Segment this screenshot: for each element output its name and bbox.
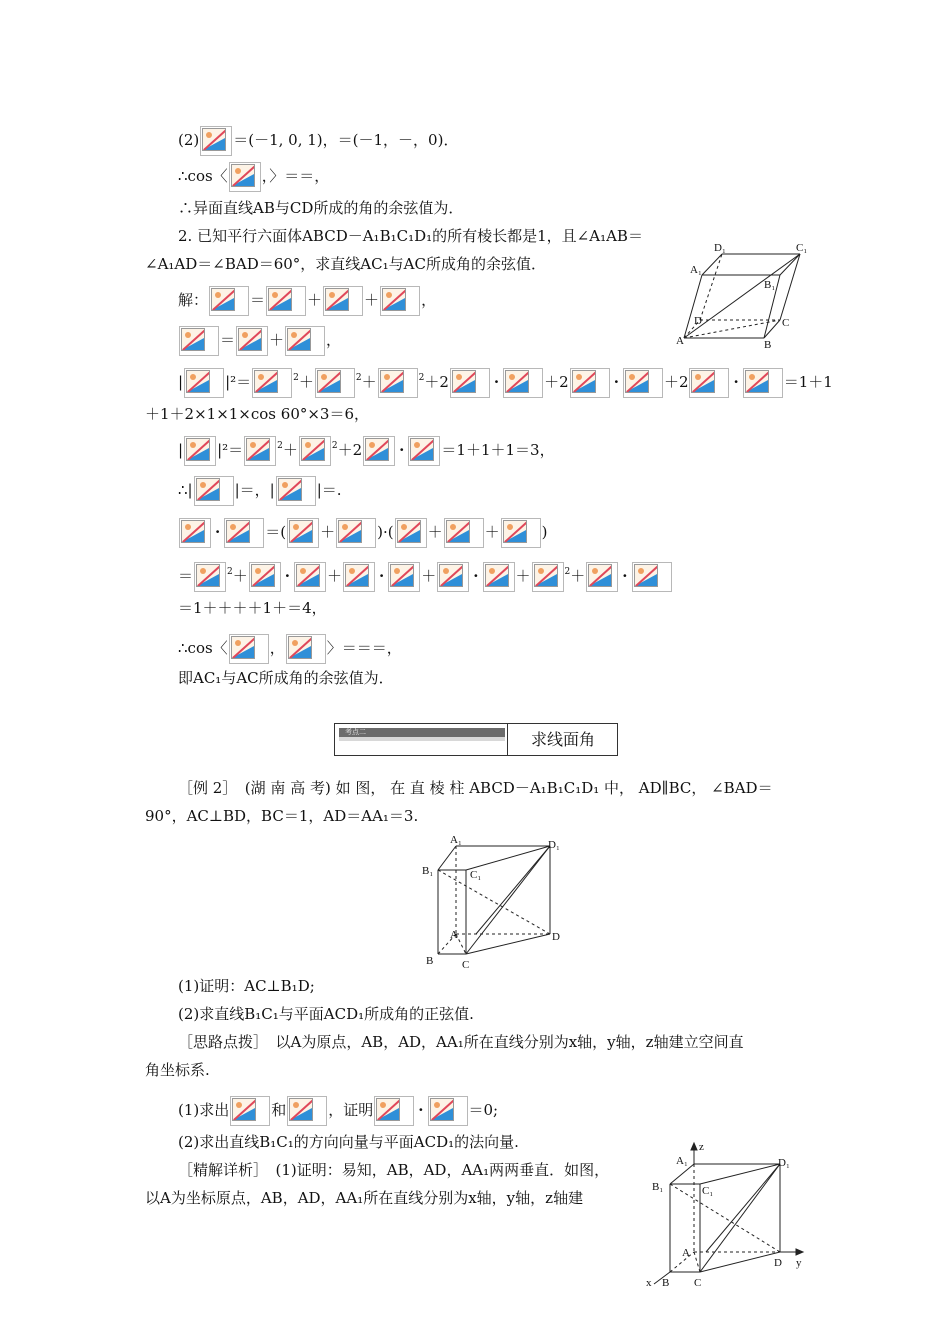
- figure-label: D₁: [714, 242, 726, 254]
- figure-prism-axes: [644, 1140, 814, 1290]
- text: |＝，|: [234, 481, 275, 499]
- section-tag: 考点二: [339, 728, 505, 737]
- formula-image-placeholder: [532, 562, 564, 592]
- example-line-2: 90°，AC⊥BD，BC＝1，AD＝AA₁＝3.: [145, 807, 419, 825]
- text: |＝.: [316, 481, 342, 499]
- figure-label: C₁: [796, 242, 808, 254]
- line-12: · ＝( ＋ )·( ＋ ＋ ): [178, 518, 547, 548]
- formula-image-placeholder: [179, 518, 211, 548]
- formula-image-placeholder: [299, 436, 331, 466]
- figure-label: B₁: [652, 1181, 664, 1193]
- formula-image-placeholder: [249, 562, 281, 592]
- formula-image-placeholder: [408, 436, 440, 466]
- formula-image-placeholder: [363, 436, 395, 466]
- formula-image-placeholder: [200, 126, 232, 156]
- figure-label: B: [764, 339, 772, 351]
- text: ，: [421, 291, 437, 309]
- figure-label: A₁: [690, 264, 702, 276]
- section-tag-bar: [339, 737, 505, 741]
- section-divider: [507, 724, 508, 755]
- figure-label: B: [662, 1277, 670, 1289]
- figure-label: C: [782, 317, 790, 329]
- text: (2): [178, 131, 200, 149]
- formula-image-placeholder: [380, 286, 420, 316]
- formula-image-placeholder: [632, 562, 672, 592]
- formula-image-placeholder: [224, 518, 264, 548]
- figure-label: B₁: [764, 279, 776, 291]
- formula-image-placeholder: [570, 368, 610, 398]
- figure-label: D: [774, 1257, 782, 1269]
- text: |: [178, 441, 184, 459]
- text: 解：: [178, 291, 209, 309]
- axis-label-x: x: [646, 1277, 652, 1289]
- text: ∴cos〈: [178, 167, 228, 185]
- formula-image-placeholder: [586, 562, 618, 592]
- formula-image-placeholder: [236, 326, 268, 356]
- figure-label: C₁: [702, 1185, 714, 1197]
- formula-image-placeholder: [287, 1096, 327, 1126]
- formula-image-placeholder: [428, 1096, 468, 1126]
- text: ＝1＋1: [783, 373, 833, 391]
- formula-image-placeholder: [184, 436, 216, 466]
- line-6: 解： ＝ ＋ ＋ ，: [178, 286, 436, 316]
- text: |²＝: [217, 441, 244, 459]
- section-header: [334, 723, 618, 756]
- formula-image-placeholder: [194, 476, 234, 506]
- text: )·(: [377, 523, 394, 541]
- figure-label: B: [426, 955, 434, 967]
- figure-label: C₁: [470, 869, 482, 881]
- line-9: ＋1＋2×1×1×cos 60°×3＝6，: [145, 405, 370, 423]
- text: |²＝: [225, 373, 252, 391]
- formula-image-placeholder: [285, 326, 325, 356]
- formula-image-placeholder: [623, 368, 663, 398]
- line-8: | |²＝ $^2$＋ $^2$＋ $^2$＋2 · ＋2 · ＋2 · ＝1＋1: [178, 368, 833, 398]
- formula-image-placeholder: [276, 476, 316, 506]
- line-15: ∴cos〈 ， 〉＝＝＝，: [178, 634, 402, 664]
- text: ＝0;: [468, 1101, 499, 1119]
- figure-label: A: [682, 1247, 690, 1259]
- hint-step-1: (1)求出 和 ，证明 · ＝0;: [178, 1096, 498, 1126]
- formula-image-placeholder: [450, 368, 490, 398]
- figure-label: D₁: [778, 1157, 790, 1169]
- formula-image-placeholder: [179, 326, 219, 356]
- formula-image-placeholder: [444, 518, 484, 548]
- line-14: ＝1＋＋＋＋1＋＝4，: [178, 599, 327, 617]
- text: ): [541, 523, 548, 541]
- figure-prism: [420, 834, 568, 970]
- formula-image-placeholder: [336, 518, 376, 548]
- formula-image-placeholder: [294, 562, 326, 592]
- figure-label: D: [694, 315, 702, 327]
- formula-image-placeholder: [378, 368, 418, 398]
- figure-label: C: [694, 1277, 702, 1289]
- figure-label: A: [450, 929, 458, 941]
- line-1: [178, 126, 458, 156]
- formula-image-placeholder: [266, 286, 306, 316]
- formula-image-placeholder: [286, 634, 326, 664]
- formula-image-placeholder: [209, 286, 249, 316]
- text: 和: [271, 1101, 287, 1119]
- figure-label: C: [462, 959, 470, 970]
- formula-image-placeholder: [229, 634, 269, 664]
- hint-line-1: ［思路点拨］ 以A为原点，AB，AD，AA₁所在直线分别为x轴，y轴，z轴建立空间直: [178, 1033, 744, 1051]
- solution-line-2: 以A为坐标原点，AB，AD，AA₁所在直线分别为x轴，y轴，z轴建: [145, 1189, 584, 1207]
- line-10: | |²＝ $^2$＋ $^2$＋2 · ＝1＋1＋1＝3，: [178, 436, 555, 466]
- figure-label: D: [552, 931, 560, 943]
- formula-image-placeholder: [194, 562, 226, 592]
- formula-image-placeholder: [501, 518, 541, 548]
- figure-label: B₁: [422, 865, 434, 877]
- line-3: ∴异面直线AB与CD所成的角的余弦值为．: [178, 199, 464, 217]
- solution-line-1: ［精解详析］ (1)证明：易知，AB，AD，AA₁两两垂直．如图，: [178, 1161, 610, 1179]
- formula-image-placeholder: [323, 286, 363, 316]
- text: ，: [326, 331, 342, 349]
- formula-image-placeholder: [244, 436, 276, 466]
- line-16: 即AC₁与AC所成角的余弦值为．: [178, 669, 394, 687]
- figure-label: A₁: [676, 1155, 688, 1167]
- formula-image-placeholder: [503, 368, 543, 398]
- formula-image-placeholder: [230, 1096, 270, 1126]
- figure-label: D₁: [548, 839, 560, 851]
- text: ∴|: [178, 481, 193, 499]
- formula-image-placeholder: [395, 518, 427, 548]
- figure-label: A₁: [450, 834, 462, 846]
- formula-image-placeholder: [437, 562, 469, 592]
- text: |: [178, 373, 184, 391]
- hint-step-2: (2)求出直线B₁C₁的方向向量与平面ACD₁的法向量.: [178, 1133, 519, 1151]
- formula-image-placeholder: [229, 162, 261, 192]
- text: ＝(－1, 0, 1)，＝(－1，－，0)．: [233, 131, 459, 149]
- formula-image-placeholder: [343, 562, 375, 592]
- formula-image-placeholder: [287, 518, 319, 548]
- figure-label: A: [676, 335, 684, 347]
- text: ∴cos〈: [178, 639, 228, 657]
- line-5: ∠A₁AD＝∠BAD＝60°，求直线AC₁与AC所成角的余弦值．: [145, 255, 546, 273]
- line-4: 2. 已知平行六面体ABCD－A₁B₁C₁D₁的所有棱长都是1，且∠A₁AB＝: [178, 227, 643, 245]
- text: ，〉＝＝，: [261, 167, 330, 185]
- line-2: [178, 162, 329, 192]
- text: 〉＝＝＝，: [326, 639, 402, 657]
- text: ＝1＋1＋1＝3，: [441, 441, 555, 459]
- text: ＝: [178, 567, 194, 585]
- formula-image-placeholder: [315, 368, 355, 398]
- axis-label-y: y: [796, 1257, 802, 1269]
- line-13: ＝ $^2$＋ · ＋ · ＋ · ＋ $^2$＋ ·: [178, 562, 673, 592]
- question-2: (2)求直线B₁C₁与平面ACD₁所成角的正弦值.: [178, 1005, 474, 1023]
- formula-image-placeholder: [743, 368, 783, 398]
- formula-image-placeholder: [252, 368, 292, 398]
- axis-label-z: z: [699, 1141, 704, 1153]
- formula-image-placeholder: [388, 562, 420, 592]
- section-title: 求线面角: [531, 730, 596, 749]
- text: (1)求出: [178, 1101, 230, 1119]
- hint-line-2: 角坐标系.: [145, 1061, 210, 1079]
- example-line-1: ［例 2］ (湖 南 高 考) 如 图， 在 直 棱 柱 ABCD－A₁B₁C₁D₁ 中， AD∥BC， ∠BAD＝: [178, 779, 773, 797]
- line-7: ＝ ＋ ，: [178, 326, 341, 356]
- formula-image-placeholder: [689, 368, 729, 398]
- figure-parallelepiped: [676, 240, 816, 352]
- formula-image-placeholder: [184, 368, 224, 398]
- formula-image-placeholder: [483, 562, 515, 592]
- text: ＝(: [265, 523, 287, 541]
- formula-image-placeholder: [374, 1096, 414, 1126]
- line-11: [178, 476, 342, 506]
- text: ，证明: [328, 1101, 374, 1119]
- question-1: (1)证明：AC⊥B₁D;: [178, 977, 315, 995]
